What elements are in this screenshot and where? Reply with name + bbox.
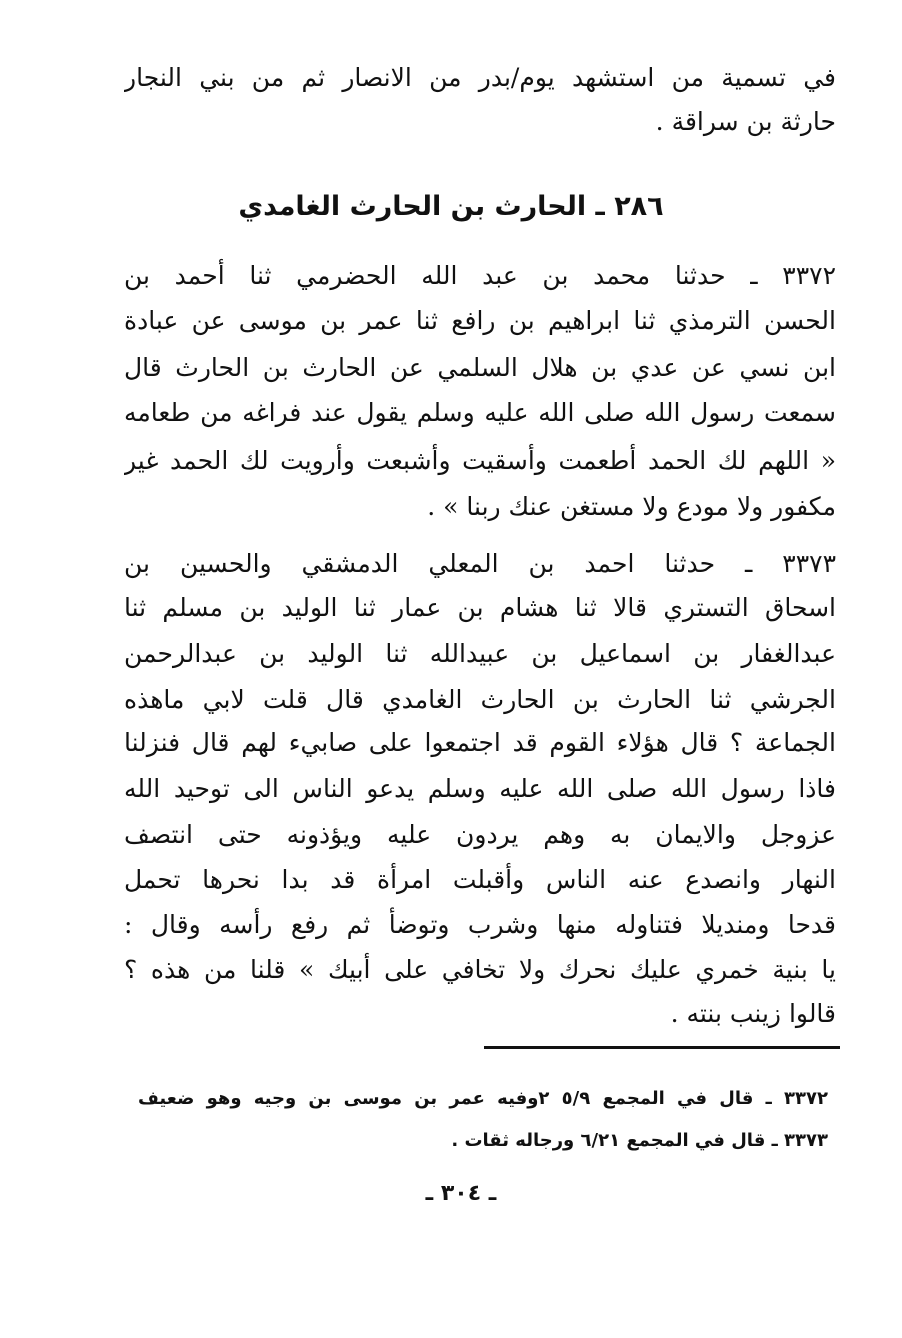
hadith-3373-line-10: يا بنية خمري عليك نحرك ولا تخافي على أبيك » قلنا من هذه ؟ bbox=[124, 955, 836, 984]
footnote-separator bbox=[484, 1046, 840, 1049]
hadith-3372-line-2: الحسن الترمذي ثنا ابراهيم بن رافع ثنا عمر بن موسى عن عبادة bbox=[124, 306, 836, 335]
hadith-3373-line-8: النهار وانصدع عنه الناس وأقبلت امرأة قد بدا نحرها تحمل bbox=[124, 865, 836, 894]
footnote-3373: ٣٣٧٣ ـ قال في المجمع ٦/٢١ ورجاله ثقات . bbox=[451, 1130, 828, 1151]
footnote-3372: ٣٣٧٢ ـ قال في المجمع ٥/٩ ٢وفيه عمر بن موسى بن وجيه وهو ضعيف bbox=[138, 1088, 828, 1109]
hadith-3372-line-6: مكفور ولا مودع ولا مستغن عنك ربنا » . bbox=[427, 492, 836, 521]
hadith-3373-line-2: اسحاق التستري قالا ثنا هشام بن عمار ثنا الوليد بن مسلم ثنا bbox=[124, 593, 836, 622]
hadith-3373-line-3: عبدالغفار بن اسماعيل بن عبيدالله ثنا الوليد بن عبدالرحمن bbox=[124, 639, 836, 668]
continuation-line-1: في تسمية من استشهد يوم/بدر من الانصار ثم من بني النجار bbox=[124, 63, 836, 92]
hadith-3372-line-4: سمعت رسول الله صلى الله عليه وسلم يقول عند فراغه من طعامه bbox=[124, 398, 836, 427]
page-number: ـ ٣٠٤ ـ bbox=[425, 1181, 497, 1206]
hadith-3372-line-5: « اللهم لك الحمد أطعمت وأسقيت وأشبعت وأرويت لك الحمد غير bbox=[124, 446, 836, 475]
hadith-3372-line-3: ابن نسي عن عدي بن هلال السلمي عن الحارث بن الحارث قال bbox=[124, 353, 836, 382]
hadith-3373-line-6: فاذا رسول الله صلى الله عليه وسلم يدعو الناس الى توحيد الله bbox=[124, 774, 836, 803]
hadith-3373-line-9: قدحا ومنديلا فتناوله منها وشرب وتوضأ ثم رفع رأسه وقال : bbox=[124, 910, 836, 939]
hadith-3373-line-1: ٣٣٧٣ ـ حدثنا احمد بن المعلي الدمشقي والحسين بن bbox=[124, 549, 836, 578]
hadith-3373-line-5: الجماعة ؟ قال هؤلاء القوم قد اجتمعوا على صابيء لهم قال فنزلنا bbox=[124, 728, 836, 757]
continuation-line-2: حارثة بن سراقة . bbox=[655, 107, 836, 136]
hadith-3373-line-7: عزوجل والايمان به وهم يردون عليه ويؤذونه حتى انتصف bbox=[124, 820, 836, 849]
hadith-3372-line-1: ٣٣٧٢ ـ حدثنا محمد بن عبد الله الحضرمي ثنا أحمد بن bbox=[124, 261, 836, 290]
hadith-3373-line-4: الجرشي ثنا الحارث بن الحارث الغامدي قال قلت لابي ماهذه bbox=[124, 685, 836, 714]
section-title: ٢٨٦ ـ الحارث بن الحارث الغامدي bbox=[238, 191, 664, 222]
hadith-3373-line-11: قالوا زينب بنته . bbox=[670, 999, 836, 1028]
